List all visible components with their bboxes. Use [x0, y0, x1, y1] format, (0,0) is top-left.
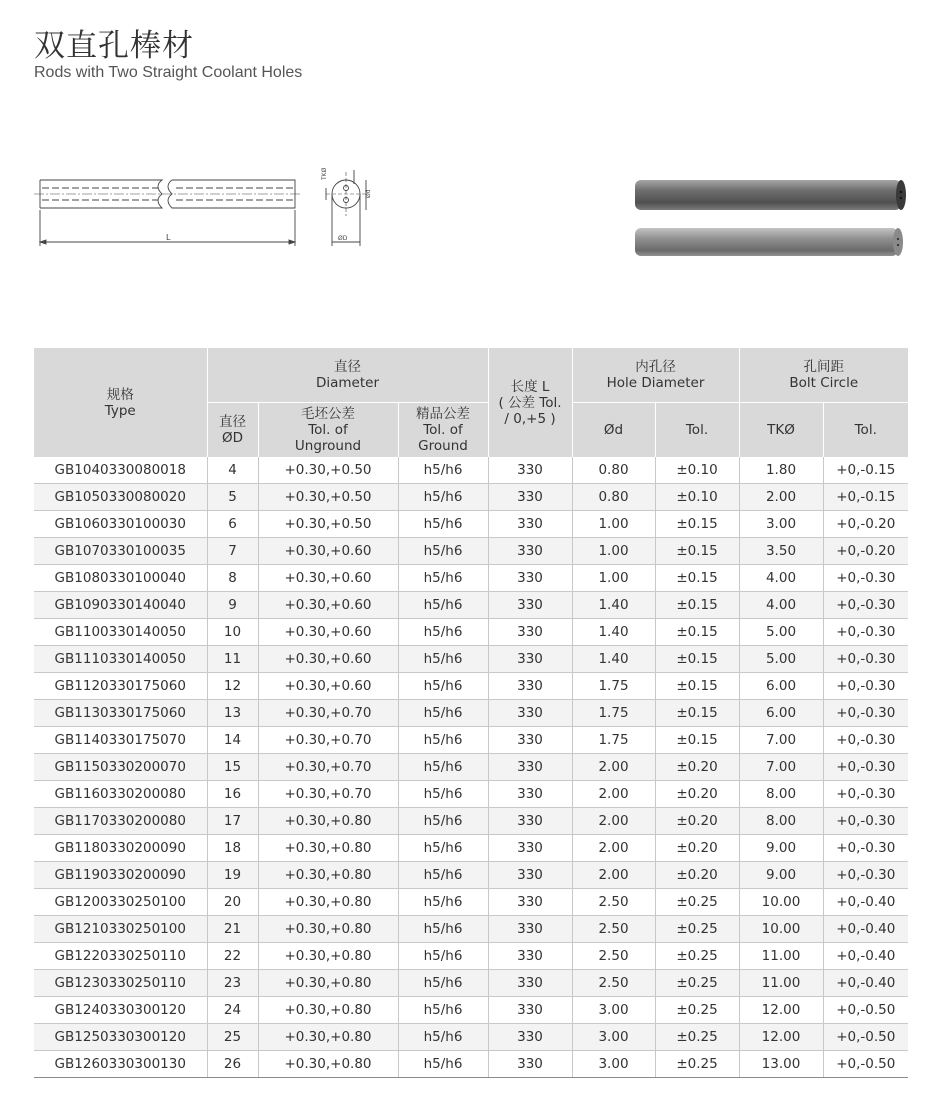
cell-type: GB1250330300120	[34, 1024, 207, 1051]
table-row	[34, 1051, 908, 1078]
cell-length: 330	[488, 673, 572, 700]
table-row	[34, 457, 908, 484]
cell-ground-tol: h5/h6	[398, 727, 488, 754]
cell-bolt-tol: +0,-0.30	[823, 808, 908, 835]
cell-od: 17	[207, 808, 258, 835]
cell-bolt-tol: +0,-0.30	[823, 700, 908, 727]
rod-photo-bottom	[635, 228, 903, 256]
cell-length: 330	[488, 1024, 572, 1051]
cell-hole-tol: ±0.10	[655, 484, 739, 511]
cell-unground-tol: +0.30,+0.60	[258, 619, 398, 646]
cell-od: 16	[207, 781, 258, 808]
cell-length: 330	[488, 646, 572, 673]
cell-length: 330	[488, 538, 572, 565]
cell-bolt-tk: 10.00	[739, 889, 823, 916]
cell-type: GB1140330175070	[34, 727, 207, 754]
cell-bolt-tol: +0,-0.50	[823, 1051, 908, 1078]
cell-bolt-tk: 11.00	[739, 943, 823, 970]
cell-type: GB1130330175060	[34, 700, 207, 727]
cell-ground-tol: h5/h6	[398, 808, 488, 835]
table-row	[34, 997, 908, 1024]
cell-ground-tol: h5/h6	[398, 646, 488, 673]
cell-bolt-tk: 3.00	[739, 511, 823, 538]
cell-bolt-tol: +0,-0.30	[823, 673, 908, 700]
cell-hole-d: 1.75	[572, 673, 655, 700]
cell-ground-tol: h5/h6	[398, 511, 488, 538]
cell-hole-tol: ±0.20	[655, 781, 739, 808]
cell-hole-tol: ±0.25	[655, 943, 739, 970]
cell-od: 12	[207, 673, 258, 700]
cell-length: 330	[488, 1051, 572, 1078]
cell-hole-tol: ±0.15	[655, 646, 739, 673]
cell-type: GB1090330140040	[34, 592, 207, 619]
label-outer-diameter: ØD	[338, 235, 348, 242]
cell-bolt-tol: +0,-0.40	[823, 889, 908, 916]
cell-hole-tol: ±0.25	[655, 916, 739, 943]
cell-hole-d: 1.00	[572, 538, 655, 565]
cell-type: GB1180330200090	[34, 835, 207, 862]
cell-unground-tol: +0.30,+0.80	[258, 835, 398, 862]
cell-od: 8	[207, 565, 258, 592]
table-row	[34, 565, 908, 592]
cell-length: 330	[488, 835, 572, 862]
table-row	[34, 916, 908, 943]
cell-bolt-tol: +0,-0.30	[823, 646, 908, 673]
cell-length: 330	[488, 808, 572, 835]
table-body	[34, 457, 908, 1078]
cell-bolt-tk: 8.00	[739, 808, 823, 835]
cell-type: GB1150330200070	[34, 754, 207, 781]
cell-bolt-tol: +0,-0.30	[823, 835, 908, 862]
cell-hole-tol: ±0.25	[655, 997, 739, 1024]
cell-ground-tol: h5/h6	[398, 997, 488, 1024]
cell-bolt-tk: 6.00	[739, 700, 823, 727]
table-row	[34, 1024, 908, 1051]
cell-bolt-tol: +0,-0.50	[823, 997, 908, 1024]
cell-length: 330	[488, 511, 572, 538]
cell-length: 330	[488, 781, 572, 808]
cell-unground-tol: +0.30,+0.80	[258, 808, 398, 835]
cell-hole-d: 0.80	[572, 484, 655, 511]
cell-unground-tol: +0.30,+0.80	[258, 1051, 398, 1078]
cell-bolt-tol: +0,-0.15	[823, 457, 908, 484]
cell-od: 4	[207, 457, 258, 484]
header-od: 直径 ØD	[207, 403, 258, 458]
cell-length: 330	[488, 754, 572, 781]
cell-type: GB1160330200080	[34, 781, 207, 808]
cell-unground-tol: +0.30,+0.50	[258, 484, 398, 511]
cell-hole-d: 1.75	[572, 727, 655, 754]
cell-hole-tol: ±0.25	[655, 889, 739, 916]
cell-type: GB1040330080018	[34, 457, 207, 484]
table-row	[34, 781, 908, 808]
header-bolt-circle: 孔间距 Bolt Circle	[739, 348, 908, 403]
cell-hole-tol: ±0.15	[655, 538, 739, 565]
cell-length: 330	[488, 997, 572, 1024]
cell-bolt-tol: +0,-0.20	[823, 538, 908, 565]
cell-bolt-tol: +0,-0.40	[823, 916, 908, 943]
cell-ground-tol: h5/h6	[398, 1051, 488, 1078]
cell-hole-d: 1.75	[572, 700, 655, 727]
cell-od: 18	[207, 835, 258, 862]
cell-bolt-tk: 7.00	[739, 727, 823, 754]
cell-bolt-tk: 8.00	[739, 781, 823, 808]
cell-type: GB1050330080020	[34, 484, 207, 511]
cell-ground-tol: h5/h6	[398, 457, 488, 484]
cell-hole-tol: ±0.25	[655, 970, 739, 997]
cell-type: GB1230330250110	[34, 970, 207, 997]
cell-type: GB1260330300130	[34, 1051, 207, 1078]
cell-od: 23	[207, 970, 258, 997]
technical-drawing	[30, 150, 380, 250]
cell-type: GB1120330175060	[34, 673, 207, 700]
cell-unground-tol: +0.30,+0.70	[258, 754, 398, 781]
cell-unground-tol: +0.30,+0.60	[258, 565, 398, 592]
header-hole-d: Ød	[572, 403, 655, 458]
header-hole-diameter: 内孔径 Hole Diameter	[572, 348, 739, 403]
cell-bolt-tk: 7.00	[739, 754, 823, 781]
table-row	[34, 673, 908, 700]
cell-hole-d: 2.00	[572, 781, 655, 808]
cell-unground-tol: +0.30,+0.80	[258, 916, 398, 943]
cell-od: 22	[207, 943, 258, 970]
cell-bolt-tol: +0,-0.40	[823, 970, 908, 997]
table-row	[34, 511, 908, 538]
cell-type: GB1190330200090	[34, 862, 207, 889]
cell-bolt-tol: +0,-0.30	[823, 862, 908, 889]
cell-unground-tol: +0.30,+0.80	[258, 970, 398, 997]
cell-type: GB1170330200080	[34, 808, 207, 835]
table-row	[34, 646, 908, 673]
cell-type: GB1070330100035	[34, 538, 207, 565]
cell-ground-tol: h5/h6	[398, 754, 488, 781]
cell-hole-tol: ±0.20	[655, 808, 739, 835]
cell-type: GB1060330100030	[34, 511, 207, 538]
cell-ground-tol: h5/h6	[398, 619, 488, 646]
cell-unground-tol: +0.30,+0.80	[258, 1024, 398, 1051]
cell-hole-tol: ±0.20	[655, 835, 739, 862]
cell-od: 21	[207, 916, 258, 943]
cell-bolt-tk: 4.00	[739, 565, 823, 592]
cell-hole-d: 2.00	[572, 754, 655, 781]
header-bolt-tk: TKØ	[739, 403, 823, 458]
cell-hole-tol: ±0.20	[655, 862, 739, 889]
table-row	[34, 700, 908, 727]
cell-hole-d: 3.00	[572, 1024, 655, 1051]
cell-bolt-tol: +0,-0.30	[823, 727, 908, 754]
cell-hole-d: 1.00	[572, 511, 655, 538]
cell-unground-tol: +0.30,+0.70	[258, 700, 398, 727]
cell-hole-d: 2.50	[572, 970, 655, 997]
cell-length: 330	[488, 862, 572, 889]
cell-bolt-tk: 9.00	[739, 835, 823, 862]
cell-hole-d: 1.40	[572, 646, 655, 673]
page-title-cn: 双直孔棒材	[34, 28, 194, 64]
cell-hole-tol: ±0.15	[655, 727, 739, 754]
cell-od: 25	[207, 1024, 258, 1051]
cell-bolt-tol: +0,-0.15	[823, 484, 908, 511]
cell-unground-tol: +0.30,+0.50	[258, 457, 398, 484]
header-bolt-tol: Tol.	[823, 403, 908, 458]
cell-hole-tol: ±0.15	[655, 700, 739, 727]
rod-photo-top	[635, 180, 906, 210]
cell-bolt-tol: +0,-0.30	[823, 565, 908, 592]
cell-hole-d: 2.50	[572, 916, 655, 943]
cell-bolt-tk: 2.00	[739, 484, 823, 511]
cell-length: 330	[488, 484, 572, 511]
cell-ground-tol: h5/h6	[398, 673, 488, 700]
table-row	[34, 538, 908, 565]
cell-hole-d: 3.00	[572, 997, 655, 1024]
cell-length: 330	[488, 565, 572, 592]
cell-bolt-tk: 13.00	[739, 1051, 823, 1078]
cell-unground-tol: +0.30,+0.80	[258, 943, 398, 970]
cell-bolt-tk: 12.00	[739, 997, 823, 1024]
cell-hole-tol: ±0.15	[655, 511, 739, 538]
cell-od: 7	[207, 538, 258, 565]
cell-type: GB1210330250100	[34, 916, 207, 943]
cell-hole-d: 1.00	[572, 565, 655, 592]
cell-type: GB1110330140050	[34, 646, 207, 673]
cell-length: 330	[488, 700, 572, 727]
cell-bolt-tk: 5.00	[739, 646, 823, 673]
cell-bolt-tol: +0,-0.30	[823, 781, 908, 808]
table-row	[34, 943, 908, 970]
cell-od: 10	[207, 619, 258, 646]
cell-hole-d: 2.00	[572, 835, 655, 862]
label-length: L	[166, 233, 171, 242]
cell-unground-tol: +0.30,+0.80	[258, 862, 398, 889]
page-title-en: Rods with Two Straight Coolant Holes	[34, 64, 303, 81]
cell-type: GB1220330250110	[34, 943, 207, 970]
cell-bolt-tol: +0,-0.30	[823, 592, 908, 619]
cell-length: 330	[488, 916, 572, 943]
cell-unground-tol: +0.30,+0.60	[258, 646, 398, 673]
header-length: 长度 L ( 公差 Tol. / 0,+5 )	[488, 348, 572, 457]
cell-unground-tol: +0.30,+0.60	[258, 538, 398, 565]
cell-ground-tol: h5/h6	[398, 1024, 488, 1051]
cell-od: 20	[207, 889, 258, 916]
cell-unground-tol: +0.30,+0.70	[258, 727, 398, 754]
cell-od: 26	[207, 1051, 258, 1078]
cell-ground-tol: h5/h6	[398, 538, 488, 565]
cell-ground-tol: h5/h6	[398, 565, 488, 592]
table-row	[34, 727, 908, 754]
cell-od: 6	[207, 511, 258, 538]
cell-bolt-tol: +0,-0.30	[823, 754, 908, 781]
cell-length: 330	[488, 592, 572, 619]
product-photo	[625, 170, 915, 265]
table-row	[34, 808, 908, 835]
cell-length: 330	[488, 943, 572, 970]
cell-od: 19	[207, 862, 258, 889]
cell-length: 330	[488, 457, 572, 484]
cell-od: 14	[207, 727, 258, 754]
cell-hole-tol: ±0.25	[655, 1024, 739, 1051]
cell-od: 5	[207, 484, 258, 511]
cell-ground-tol: h5/h6	[398, 781, 488, 808]
cell-bolt-tk: 6.00	[739, 673, 823, 700]
cell-hole-tol: ±0.20	[655, 754, 739, 781]
cell-bolt-tk: 5.00	[739, 619, 823, 646]
cell-length: 330	[488, 619, 572, 646]
cell-unground-tol: +0.30,+0.60	[258, 673, 398, 700]
cell-od: 9	[207, 592, 258, 619]
cell-hole-d: 2.00	[572, 808, 655, 835]
cell-bolt-tk: 12.00	[739, 1024, 823, 1051]
cell-ground-tol: h5/h6	[398, 970, 488, 997]
cell-length: 330	[488, 889, 572, 916]
cell-bolt-tk: 9.00	[739, 862, 823, 889]
header-type: 规格 Type	[34, 348, 207, 457]
cell-type: GB1080330100040	[34, 565, 207, 592]
header-ground-tol: 精品公差 Tol. of Ground	[398, 403, 488, 458]
cell-hole-d: 1.40	[572, 592, 655, 619]
table-row	[34, 889, 908, 916]
cell-hole-d: 1.40	[572, 619, 655, 646]
table-row	[34, 484, 908, 511]
cell-hole-tol: ±0.15	[655, 565, 739, 592]
cell-type: GB1240330300120	[34, 997, 207, 1024]
cell-od: 15	[207, 754, 258, 781]
table-row	[34, 619, 908, 646]
table-row	[34, 862, 908, 889]
cell-bolt-tol: +0,-0.40	[823, 943, 908, 970]
cell-length: 330	[488, 727, 572, 754]
cell-ground-tol: h5/h6	[398, 835, 488, 862]
cell-bolt-tk: 11.00	[739, 970, 823, 997]
cell-hole-d: 2.00	[572, 862, 655, 889]
cell-unground-tol: +0.30,+0.80	[258, 997, 398, 1024]
header-diameter: 直径 Diameter	[207, 348, 488, 403]
table-row	[34, 754, 908, 781]
table-row	[34, 835, 908, 862]
cell-unground-tol: +0.30,+0.60	[258, 592, 398, 619]
table-row	[34, 970, 908, 997]
cell-bolt-tol: +0,-0.30	[823, 619, 908, 646]
cell-od: 11	[207, 646, 258, 673]
cell-bolt-tol: +0,-0.20	[823, 511, 908, 538]
cell-hole-tol: ±0.10	[655, 457, 739, 484]
cell-od: 13	[207, 700, 258, 727]
header-unground-tol: 毛坯公差 Tol. of Unground	[258, 403, 398, 458]
cell-hole-d: 2.50	[572, 943, 655, 970]
cell-unground-tol: +0.30,+0.80	[258, 889, 398, 916]
cell-hole-d: 3.00	[572, 1051, 655, 1078]
header-hole-tol: Tol.	[655, 403, 739, 458]
cell-od: 24	[207, 997, 258, 1024]
cell-hole-tol: ±0.15	[655, 673, 739, 700]
cell-ground-tol: h5/h6	[398, 916, 488, 943]
cell-ground-tol: h5/h6	[398, 484, 488, 511]
cell-hole-d: 0.80	[572, 457, 655, 484]
cell-length: 330	[488, 970, 572, 997]
cell-ground-tol: h5/h6	[398, 943, 488, 970]
cell-bolt-tk: 1.80	[739, 457, 823, 484]
cell-bolt-tk: 10.00	[739, 916, 823, 943]
cell-unground-tol: +0.30,+0.50	[258, 511, 398, 538]
cell-ground-tol: h5/h6	[398, 862, 488, 889]
cell-hole-tol: ±0.15	[655, 619, 739, 646]
label-bolt-circle: TKØ	[321, 167, 328, 180]
cell-ground-tol: h5/h6	[398, 889, 488, 916]
cell-type: GB1100330140050	[34, 619, 207, 646]
specification-table	[34, 348, 908, 1078]
cell-type: GB1200330250100	[34, 889, 207, 916]
cell-hole-d: 2.50	[572, 889, 655, 916]
cell-hole-tol: ±0.15	[655, 592, 739, 619]
cell-ground-tol: h5/h6	[398, 592, 488, 619]
cell-bolt-tk: 4.00	[739, 592, 823, 619]
cell-bolt-tk: 3.50	[739, 538, 823, 565]
cell-bolt-tol: +0,-0.50	[823, 1024, 908, 1051]
cell-hole-tol: ±0.25	[655, 1051, 739, 1078]
cell-ground-tol: h5/h6	[398, 700, 488, 727]
label-hole-diameter: Ød	[365, 189, 372, 198]
table-row	[34, 592, 908, 619]
cell-unground-tol: +0.30,+0.70	[258, 781, 398, 808]
